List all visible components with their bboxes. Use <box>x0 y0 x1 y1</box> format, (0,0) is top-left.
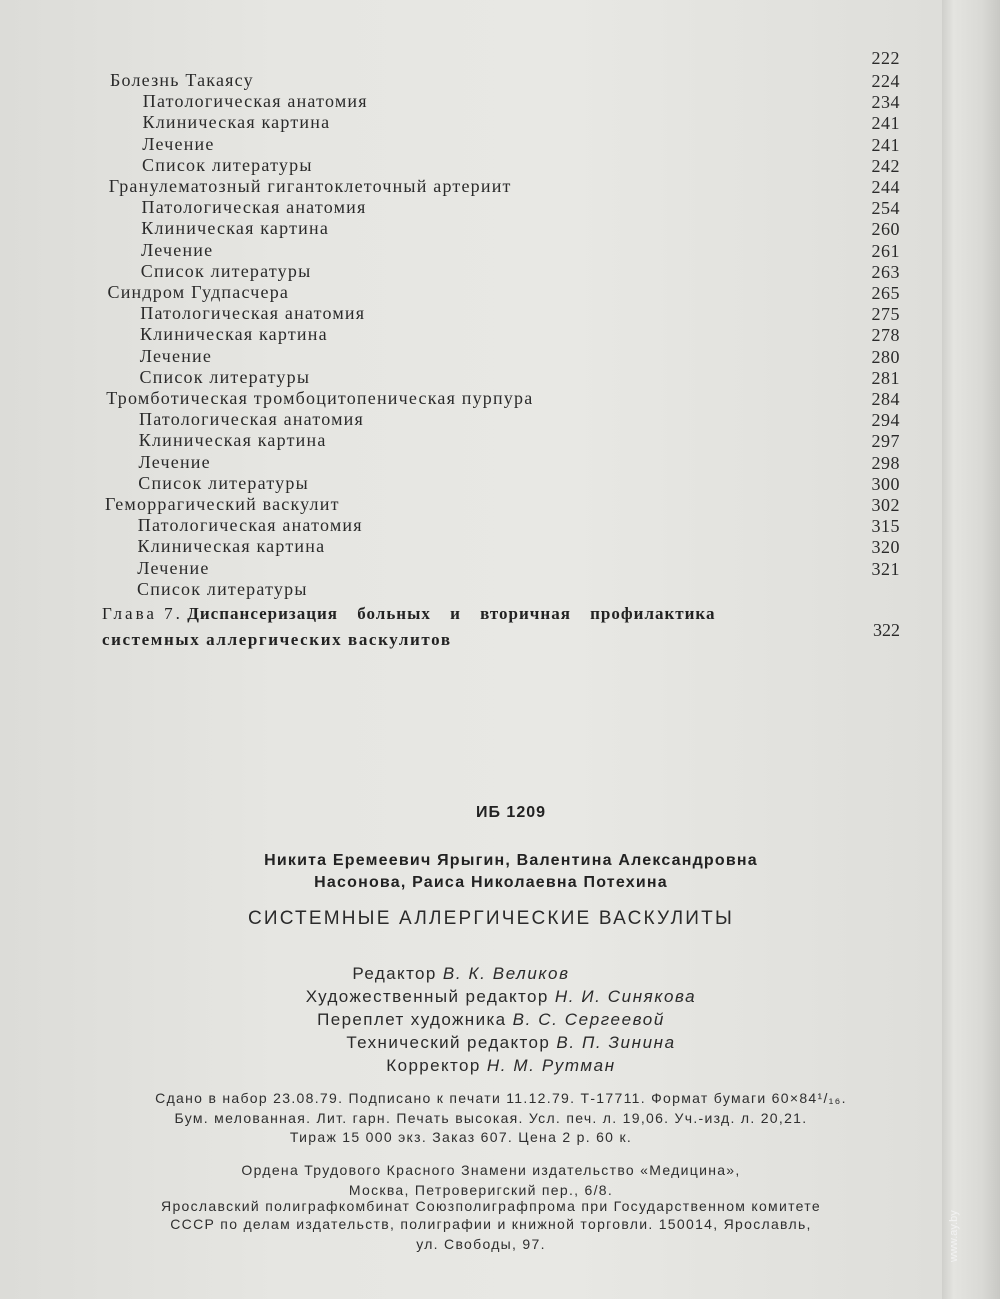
credit-line <box>20 1010 962 1030</box>
chapter-page-number: 322 <box>873 620 900 640</box>
toc-entry-title: Клиническая картина <box>141 218 330 239</box>
toc-entry-title: Список литературы <box>139 366 311 387</box>
toc-entry-title: Список литературы <box>137 578 308 599</box>
toc-entry-title: Патологическая анатомия <box>142 91 368 112</box>
toc-entry-title: Лечение <box>138 451 211 472</box>
toc-entry <box>0 303 942 325</box>
publisher-line: Ордена Трудового Красного Знамени издательство «Медицина», <box>241 1162 741 1178</box>
printer-line: Ярославский полиграфкомбинат Союзполиграфпрома при Государственном комитете <box>161 1198 821 1214</box>
toc-entry-title: Список литературы <box>142 154 313 175</box>
toc-entry-title: Список литературы <box>138 472 309 493</box>
book-title: СИСТЕМНЫЕ АЛЛЕРГИЧЕСКИЕ ВАСКУЛИТЫ <box>247 908 734 929</box>
toc-entry-page: 263 <box>871 261 900 282</box>
toc-entry <box>0 430 942 452</box>
toc-entry-title: Патологическая анатомия <box>139 409 364 430</box>
toc-entry-page: 281 <box>871 367 900 388</box>
toc-entry <box>0 155 942 177</box>
ib-number: ИБ 1209 <box>475 804 547 821</box>
toc-entry-title: Болезнь Такаясу <box>110 70 254 90</box>
toc-entry-title: Патологическая анатомия <box>141 197 367 218</box>
toc-entry <box>0 473 942 495</box>
toc-entry-page: 284 <box>871 389 900 409</box>
chapter-label: Глава 7. <box>102 604 183 623</box>
toc-entry-page: 321 <box>871 558 900 579</box>
publisher-line: Москва, Петроверигский пер., 6/8. <box>348 1182 614 1198</box>
toc-entry <box>0 494 942 516</box>
toc-entry <box>0 409 942 431</box>
toc-entry <box>0 558 942 580</box>
credit-role: Корректор <box>386 1056 481 1075</box>
toc-entry <box>0 388 942 410</box>
toc-entry-title: Синдром Гудпасчера <box>107 282 290 302</box>
toc-entry <box>0 579 942 601</box>
toc-entry-page: 261 <box>871 240 900 261</box>
credit-role: Технический редактор <box>346 1033 551 1052</box>
toc-entry-page: 244 <box>871 177 900 197</box>
toc-entry-title: Клиническая картина <box>142 112 331 133</box>
toc-entry-title: Лечение <box>142 133 215 154</box>
credit-line <box>30 987 972 1007</box>
toc-entry <box>0 367 942 389</box>
authors-line1: Никита Еремеевич Ярыгин, Валентина Александровна <box>264 852 758 869</box>
toc-top-page-number: 222 <box>871 48 900 68</box>
toc-entry <box>0 240 942 262</box>
toc-entry <box>0 70 942 92</box>
toc-entry-page: 241 <box>871 134 900 155</box>
toc-entry-title: Патологическая анатомия <box>140 303 366 324</box>
toc-entry <box>0 346 942 368</box>
toc-entry <box>0 134 942 156</box>
toc-entry <box>0 218 942 240</box>
toc-entry-page: 278 <box>871 325 900 346</box>
toc-entry-page: 294 <box>871 410 900 431</box>
print-detail-line: Тираж 15 000 экз. Заказ 607. Цена 2 р. 60 к. <box>289 1129 633 1145</box>
authors-line2: Насонова, Раиса Николаевна Потехина <box>314 874 668 891</box>
toc-entry <box>0 452 942 474</box>
print-detail-line: Сдано в набор 23.08.79. Подписано к печати 11.12.79. Т-17711. Формат бумаги 60×84¹/₁₆. <box>155 1090 847 1106</box>
toc-entry-page: 242 <box>871 155 900 176</box>
credit-name: В. П. Зинина <box>556 1033 676 1052</box>
toc-entry-page: 298 <box>871 452 900 473</box>
credit-line <box>0 964 932 984</box>
toc-entry <box>0 261 942 283</box>
toc-entry-page: 300 <box>871 473 900 494</box>
toc-entry-title: Тромботическая тромбоцитопеническая пурпура <box>106 388 534 408</box>
toc-entry <box>0 91 942 113</box>
toc-entry <box>0 515 942 537</box>
credit-line <box>40 1033 982 1053</box>
toc-entry <box>0 112 942 134</box>
toc-entry <box>0 324 942 346</box>
credit-role: Редактор <box>352 964 437 983</box>
watermark: www.ay.by <box>948 1210 960 1262</box>
toc-entry-title: Клиническая картина <box>138 430 327 451</box>
toc-entry-page: 234 <box>871 92 900 113</box>
toc-entry-page: 320 <box>871 537 900 558</box>
toc-entry-page: 260 <box>871 219 900 240</box>
toc-entry-title: Клиническая картина <box>137 536 326 557</box>
toc-entry-title: Патологическая анатомия <box>137 515 363 536</box>
toc-entry <box>0 176 942 198</box>
credit-role: Переплет художника <box>317 1010 507 1029</box>
toc-entry <box>0 536 942 558</box>
page-binding-edge <box>942 0 1000 1299</box>
credit-line <box>30 1056 972 1076</box>
credit-name: Н. М. Рутман <box>486 1056 616 1075</box>
toc-entry-title: Лечение <box>139 345 213 366</box>
toc-entry-page: 315 <box>871 516 900 537</box>
toc-entry-title: Лечение <box>141 239 214 260</box>
toc-entry-page: 302 <box>871 495 900 515</box>
chapter-title-line2: системных аллергических васкулитов <box>102 630 452 649</box>
toc-entry-title: Список литературы <box>140 260 312 281</box>
toc-entry <box>0 197 942 219</box>
credit-name: В. К. Великов <box>442 964 570 983</box>
print-detail-line: Бум. мелованная. Лит. гарн. Печать высокая. Усл. печ. л. 19,06. Уч.-изд. л. 20,21. <box>174 1110 808 1126</box>
toc-entry-page: 224 <box>871 71 900 91</box>
toc-entry-title: Лечение <box>137 557 210 578</box>
toc-entry-title: Клиническая картина <box>140 324 328 345</box>
toc-entry-page: 265 <box>871 283 900 303</box>
toc-entry-page: 297 <box>871 431 900 452</box>
credit-name: Н. И. Синякова <box>554 987 697 1006</box>
toc-entry-page: 275 <box>871 304 900 325</box>
printer-line: ул. Свободы, 97. <box>416 1236 546 1252</box>
toc-entry <box>0 282 942 304</box>
printer-line: СССР по делам издательств, полиграфии и книжной торговли. 150014, Ярославль, <box>170 1216 812 1232</box>
toc-entry-page: 280 <box>871 346 900 367</box>
chapter-title-line1: Диспансеризация больных и вторичная профилактика <box>187 604 716 623</box>
credit-role: Художественный редактор <box>305 987 549 1006</box>
toc-entry-title: Гранулематозный гигантоклеточный артериит <box>108 176 512 196</box>
toc-entry-page: 254 <box>871 198 900 219</box>
toc-entry-page: 241 <box>871 113 900 134</box>
toc-entry-title: Геморрагический васкулит <box>105 494 340 514</box>
credit-name: В. С. Сергеевой <box>512 1010 665 1029</box>
